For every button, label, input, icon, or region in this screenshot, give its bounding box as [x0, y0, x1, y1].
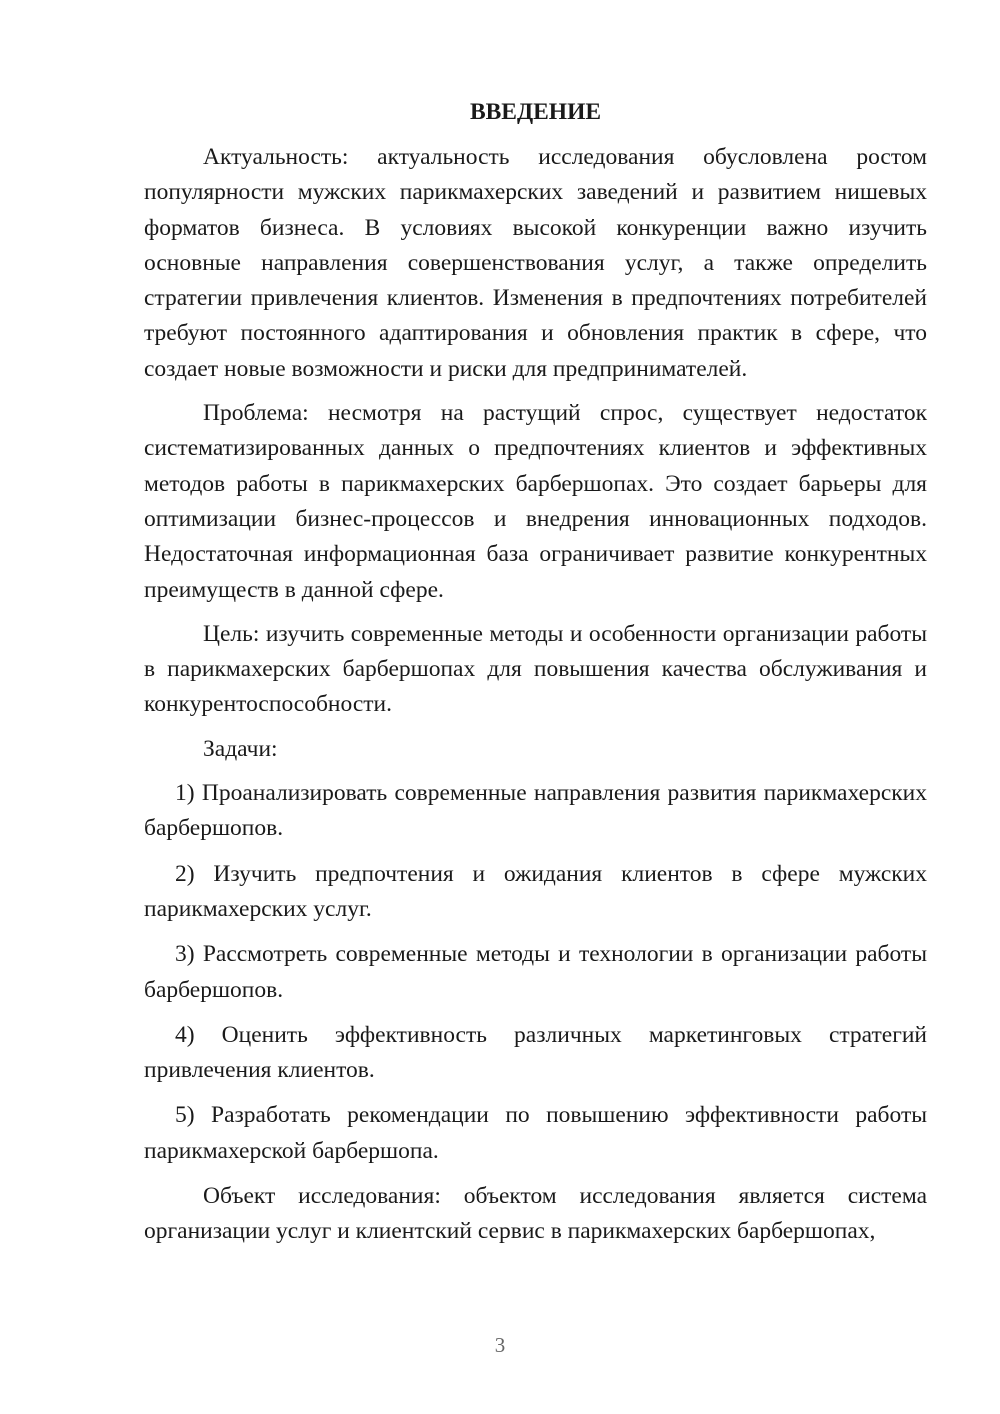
- paragraph-goal: Цель: изучить современные методы и особенности организации работы в парикмахерских барбершопах для повышения качества обслуживания и конкурентоспособности.: [144, 620, 927, 718]
- paragraph-relevance: Актуальность: актуальность исследования обусловлена ростом популярности мужских парикмахерских заведений и развитием нишевых форматов бизнеса. В условиях высокой конкуренции важно изучить основные направления совершенствования услуг, а также определить стратегии привлечения клиентов. Изменения в предпочтениях потребителей требуют постоянного адаптирования и обновления практик в сфере, что создает новые возможности и риски для предпринимателей.: [144, 144, 927, 382]
- task-item-1: 1) Проанализировать современные направления развития парикмахерских барбершопов.: [144, 780, 927, 842]
- section-title: ВВЕДЕНИЕ: [469, 99, 602, 125]
- task-item-5: 5) Разработать рекомендации по повышению эффективности работы парикмахерской барбершопа.: [144, 1102, 927, 1164]
- task-item-2: 2) Изучить предпочтения и ожидания клиентов в сфере мужских парикмахерских услуг.: [144, 860, 927, 922]
- document-page: [144, 95, 927, 1259]
- paragraph-object: Объект исследования: объектом исследования является система организации услуг и клиентский сервис в парикмахерских барбершопах,: [144, 1183, 927, 1245]
- tasks-heading: Задачи:: [203, 735, 278, 762]
- task-item-3: 3) Рассмотреть современные методы и технологии в организации работы барбершопов.: [144, 941, 927, 1003]
- task-item-4: 4) Оценить эффективность различных маркетинговых стратегий привлечения клиентов.: [144, 1021, 927, 1084]
- paragraph-problem: Проблема: несмотря на растущий спрос, существует недостаток систематизированных данных о предпочтениях клиентов и эффективных методов работы в парикмахерских барбершопах. Это создает барьеры для оптимизации бизнес-процессов и внедрения инновационных подходов. Недостаточная информационная база ограничивает развитие конкурентных преимуществ в данной сфере.: [144, 400, 927, 603]
- page-number: 3: [494, 1333, 506, 1357]
